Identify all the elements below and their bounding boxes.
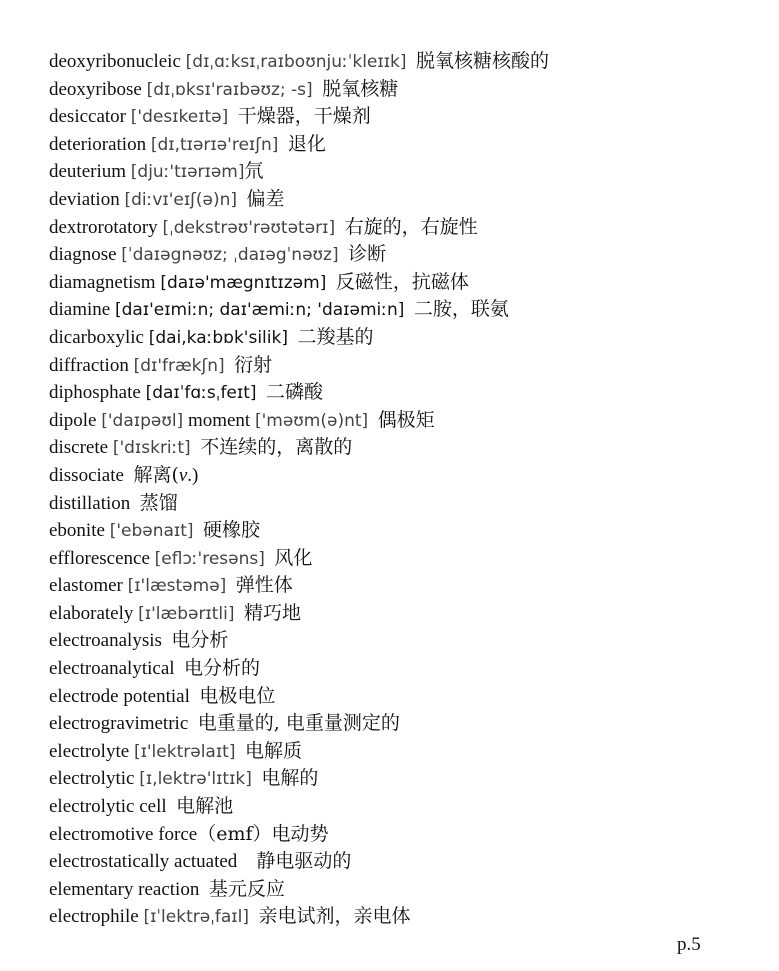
glossary-entry [49, 296, 749, 324]
entry-translation: 硬橡胶 [203, 519, 261, 542]
entry-phonetic: ['ebənaɪt] [109, 521, 194, 542]
entry-gap [124, 465, 134, 486]
entry-phonetic: [ɪ'læstəmə] [127, 576, 227, 597]
entry-translation: 退化 [287, 132, 326, 155]
entry-term: deoxyribonucleic [49, 51, 181, 72]
entry-term-extra: moment [183, 409, 255, 431]
entry-gap [313, 79, 323, 100]
glossary-page [49, 48, 749, 931]
entry-phonetic: [ˌdekstrəʊ'rəʊtətərɪ] [162, 217, 336, 238]
entry-gap [225, 355, 235, 376]
entry-translation: 氘 [244, 160, 264, 183]
entry-phonetic: [dai,kaːbɒk'silik] [148, 327, 288, 348]
glossary-entry [49, 131, 749, 159]
entry-translation: 不连续的，离散的 [200, 436, 353, 459]
entry-gap [199, 879, 209, 900]
entry-phonetic: ['dɪskriːt] [112, 438, 191, 459]
entry-translation: 二羧基的 [297, 325, 374, 348]
entry-translation: 脱氧核糖核酸的 [416, 50, 550, 72]
entry-gap [228, 106, 238, 127]
entry-term: electrophile [49, 906, 139, 928]
entry-phonetic: [ɪˈlektrəˌfaɪl] [143, 907, 249, 928]
glossary-entry [49, 710, 749, 738]
glossary-entry [49, 462, 749, 490]
entry-translation: 精巧地 [244, 601, 302, 624]
glossary-entry [49, 48, 749, 76]
entry-gap [190, 686, 200, 707]
entry-gap [252, 768, 262, 789]
entry-translation: 反磁性，抗磁体 [335, 270, 469, 293]
entry-translation: 静电驱动的 [256, 850, 352, 873]
entry-term: electrogravimetric [49, 713, 189, 735]
entry-phonetic: ['daɪpəʊl] [101, 410, 184, 431]
entry-phonetic: [djuː'tɪərɪəm] [130, 162, 245, 183]
entry-gap [335, 217, 345, 238]
entry-term: diffraction [49, 354, 129, 376]
entry-term: efflorescence [49, 547, 150, 569]
entry-term: discrete [49, 437, 109, 459]
entry-term: dextrorotatory [49, 216, 158, 238]
entry-term: elastomer [49, 575, 123, 597]
glossary-entry [49, 76, 749, 104]
entry-phonetic: [diːvɪ'eɪʃ(ə)n] [124, 189, 237, 210]
glossary-entry [49, 848, 749, 876]
entry-phonetic: [dɪ,tɪərɪə'reɪʃn] [150, 134, 279, 155]
entry-term: deoxyribose [49, 78, 142, 100]
entry-term: electrode potential [49, 685, 190, 707]
glossary-entry [49, 876, 749, 904]
entry-pos-italic: v [178, 464, 188, 486]
entry-translation: 解离( [133, 463, 179, 486]
entry-translation: 偏差 [246, 187, 285, 210]
entry-gap [167, 796, 177, 817]
entry-translation: 二磷酸 [266, 381, 324, 404]
entry-translation-tail: .) [187, 464, 199, 486]
entry-phonetic: [daɪ'eɪmiːn; daɪ'æmiːn; 'daɪəmiːn] [114, 300, 405, 321]
glossary-entry [49, 490, 749, 518]
entry-term: distillation [49, 492, 131, 514]
entry-phonetic: [ɪ'læbərɪtli] [138, 603, 235, 624]
glossary-entry [49, 214, 749, 242]
entry-translation: 电分析的 [184, 657, 261, 680]
entry-phonetic: [eflɔː'resəns] [154, 548, 265, 569]
entry-gap [237, 851, 256, 872]
entry-term: electroanalytical [49, 658, 175, 680]
entry-translation: 二胺，联氨 [413, 298, 509, 321]
entry-gap [175, 658, 185, 679]
entry-phonetic: [daɪˈfɑːsˌfeɪt] [145, 383, 257, 404]
entry-gap [191, 437, 201, 458]
entry-gap [162, 630, 172, 651]
entry-term: elaborately [49, 602, 134, 624]
entry-term: dipole [49, 409, 97, 431]
entry-translation: 亲电试剂，亲电体 [258, 905, 411, 928]
entry-translation: 脱氧核糖 [322, 77, 399, 100]
entry-translation: 干燥器，干燥剂 [237, 105, 371, 128]
entry-phonetic: [ˈdaɪəgnəʊz; ˌdaɪəgˈnəʊz] [121, 245, 339, 266]
glossary-entry [49, 765, 749, 793]
entry-gap [265, 548, 275, 569]
entry-phonetic: ['desɪkeɪtə] [130, 107, 229, 128]
glossary-entry [49, 103, 749, 131]
glossary-entry [49, 821, 749, 849]
entry-term: electroanalysis [49, 630, 162, 652]
entry-translation: 风化 [274, 546, 313, 569]
entry-phonetic: [daɪə'mægnɪtɪzəm] [160, 272, 327, 293]
glossary-entry [49, 655, 749, 683]
entry-gap [235, 741, 245, 762]
entry-translation: 电解的 [261, 767, 319, 790]
entry-gap [278, 134, 288, 155]
entry-phonetic: [ɪ,lektrə'lɪtɪk] [139, 769, 252, 790]
glossary-entry [49, 269, 749, 297]
glossary-entry [49, 158, 749, 186]
entry-translation: 电重量的, 电重量测定的 [197, 712, 400, 735]
entry-term: electrolytic cell [49, 796, 167, 818]
entry-gap [257, 382, 267, 403]
entry-phonetic-2: ['məʊm(ə)nt] [254, 410, 369, 431]
glossary-entry [49, 379, 749, 407]
entry-translation: 弹性体 [235, 574, 293, 597]
entry-term: diamine [49, 299, 111, 321]
entry-gap [188, 713, 198, 734]
entry-term: dissociate [49, 464, 124, 486]
glossary-entry [49, 572, 749, 600]
entry-translation: 衍射 [234, 353, 273, 376]
entry-gap [194, 520, 204, 541]
glossary-entry [49, 186, 749, 214]
entry-translation: 电解池 [176, 795, 234, 818]
page-number: p.5 [677, 934, 701, 955]
glossary-entry [49, 352, 749, 380]
entry-gap [237, 189, 247, 210]
glossary-entry [49, 407, 749, 435]
entry-translation: （emf）电动势 [197, 822, 329, 845]
entry-term: deterioration [49, 133, 147, 155]
entry-term: deuterium [49, 161, 127, 183]
entry-gap [326, 272, 336, 293]
entry-translation: 诊断 [348, 243, 387, 266]
entry-phonetic: [dɪˌɑːksɪˌraɪboʊnjuːˈkleɪɪk] [185, 52, 407, 72]
entry-translation: 电分析 [171, 629, 229, 652]
entry-term: electrolyte [49, 740, 130, 762]
entry-term: diagnose [49, 244, 117, 266]
entry-term: electrolytic [49, 768, 135, 790]
entry-term: elementary reaction [49, 878, 200, 900]
entry-gap [404, 299, 414, 320]
entry-translation: 电解质 [244, 739, 302, 762]
entry-term: diamagnetism [49, 271, 156, 293]
entry-term: diphosphate [49, 382, 141, 404]
glossary-entry [49, 324, 749, 352]
entry-translation: 基元反应 [208, 877, 285, 900]
glossary-entry [49, 600, 749, 628]
entry-term: ebonite [49, 520, 105, 542]
glossary-entry [49, 738, 749, 766]
entry-term: electrostatically actuated [49, 851, 238, 873]
entry-translation: 偶极矩 [377, 408, 435, 431]
glossary-entry [49, 241, 749, 269]
entry-phonetic: [dɪˌɒksɪ'raɪbəʊz; -s] [146, 79, 313, 100]
entry-phonetic: [dɪ'frækʃn] [133, 355, 225, 376]
glossary-entry [49, 627, 749, 655]
entry-gap [368, 410, 378, 431]
entry-term: electromotive force [49, 823, 198, 845]
entry-phonetic: [ɪ'lektrəlaɪt] [133, 741, 236, 762]
glossary-entry [49, 793, 749, 821]
glossary-entry [49, 683, 749, 711]
glossary-entry [49, 903, 749, 931]
entry-term: desiccator [49, 106, 127, 128]
entry-gap [407, 51, 417, 72]
entry-term: dicarboxylic [49, 326, 144, 348]
entry-gap [339, 244, 349, 265]
glossary-entry [49, 545, 749, 573]
entry-gap [235, 603, 245, 624]
entry-translation: 蒸馏 [139, 491, 178, 514]
entry-translation: 右旋的，右旋性 [344, 215, 478, 238]
entry-gap [130, 493, 140, 514]
entry-term: deviation [49, 188, 120, 210]
entry-translation: 电极电位 [199, 684, 276, 707]
glossary-entry [49, 434, 749, 462]
glossary-entry [49, 517, 749, 545]
entry-gap [226, 575, 236, 596]
